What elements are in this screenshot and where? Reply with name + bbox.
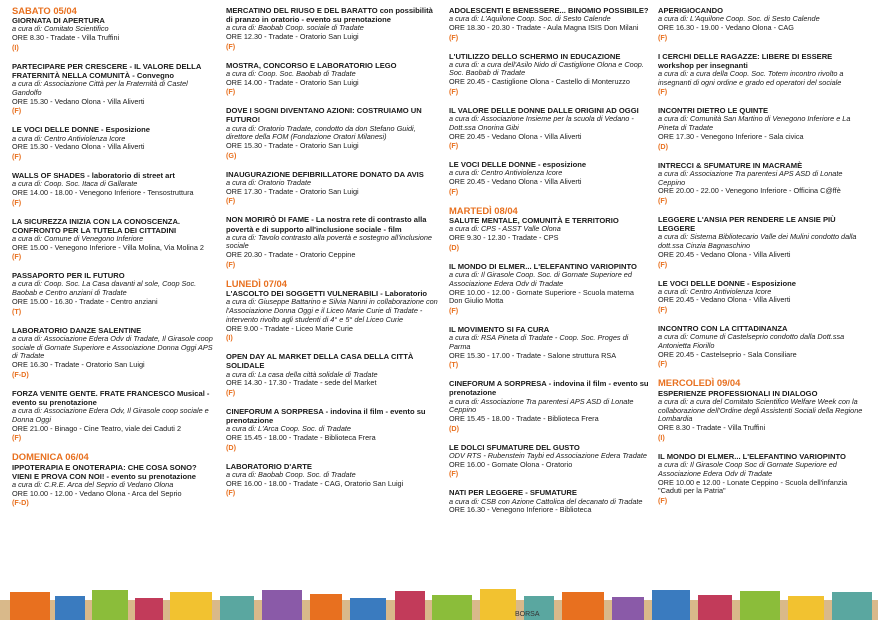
footer-sign: BORSA (515, 611, 540, 618)
event-time-place: ORE 16.30 - 19.00 - Vedano Olona - CAG (658, 22, 794, 32)
event-tag: (F-D) (12, 369, 29, 379)
event-curator: a cura di: Baobab Coop. Soc. di Tradate (226, 469, 356, 479)
event-time-place: ORE 15.00 - 16.30 - Tradate - Centro anziani (12, 296, 158, 306)
event-tag: (F) (226, 259, 236, 269)
event-time-place: ORE 20.45 - Castelseprio - Sala Consiliare (658, 349, 797, 359)
event-time-place: ORE 20.45 - Vedano Olona - Villa Aliverti (449, 131, 582, 141)
event-title: LEGGERE L'ANSIA PER RENDERE LE ANSIE PIÙ LEGGERE (658, 215, 836, 234)
event-curator: a cura di: RSA Pineta di Tradate - Coop. Soc. Proges di Parma (449, 333, 629, 351)
event-curator: a cura di: Associazione Edera Odv, Il Girasole coop sociale e Donna Oggi (12, 406, 209, 424)
event-tag: (F) (12, 433, 22, 443)
event-curator: a cura di: Tavolo contrasto alla povertà e sostegno all'inclusione sociale (226, 232, 432, 251)
event-curator: a cura di: CSB con Azione Cattolica del decanato di Tradate (449, 496, 643, 506)
event-item (658, 452, 868, 505)
event-tag: (F) (658, 259, 668, 269)
event-time-place: ORE 15.30 - Vedano Olona - Villa Aliverti (12, 142, 145, 152)
event-item (12, 171, 215, 207)
event-time-place: ORE 10.00 e 12.00 - Lonate Ceppino - Scuola dell'infanzia "Caduti per la Patria" (658, 477, 848, 496)
day-heading: MARTEDÌ 08/04 (449, 204, 518, 216)
event-curator: a cura di: Coop. Soc. Baobab di Tradate (226, 68, 356, 78)
event-curator: a cura di: Centro Antiviolenza Icore (658, 286, 772, 296)
event-time-place: ORE 17.30 - Venegono Inferiore - Sala civica (658, 131, 804, 141)
event-time-place: ORE 20.00 - 22.00 - Venegono Inferiore - Officina C@ffè (658, 186, 841, 196)
event-time-place: ORE 16.00 - Gornate Olona - Oratorio (449, 459, 573, 469)
event-curator: a cura di: Associazione Edera Odv di Tradate, Il Girasole coop sociale di Gornate Superiore e Associazione Donna Oggi APS di Tradate (12, 333, 213, 361)
event-tag: (F) (658, 196, 668, 206)
event-title: WALLS OF SHADES - laboratorio di street art (12, 171, 175, 181)
event-curator: a cura di: Il Girasole Coop. Soc. di Gornate Superiore ed Associazione Edera Odv di Tradate (449, 270, 632, 288)
event-tag: (F) (658, 496, 668, 506)
event-title: SALUTE MENTALE, COMUNITÀ E TERRITORIO (449, 216, 619, 226)
event-time-place: ORE 14.30 - 17.30 - Tradate - sede del Market (226, 378, 377, 388)
event-title: CINEFORUM A SORPRESA - indovina il film - evento su prenotazione (449, 379, 649, 398)
event-tag: (F) (449, 141, 459, 151)
event-tag: (F) (449, 32, 459, 42)
event-tag: (I) (658, 432, 665, 442)
event-title: OPEN DAY AL MARKET DELLA CASA DELLA CITTÀ SOLIDALE (226, 352, 414, 371)
event-tag: (F) (12, 106, 22, 116)
event-time-place: ORE 18.30 - 20.30 - Tradate - Aula Magna ISIS Don Milani (449, 22, 639, 32)
event-curator: a cura di: Comune di Venegono Inferiore (12, 233, 144, 243)
event-title: CINEFORUM A SORPRESA - indovina il film - evento su prenotazione (226, 407, 426, 426)
event-curator: a cura di: Giuseppe Battarino e Silvia Nanni in collaborazione con l'Associazione Donna Oggi e il Liceo Marie Curie di Tradate - intervento rivolto agli studenti di 4° e 5° del Liceo Curie (226, 297, 438, 324)
event-item (658, 279, 868, 315)
event-tag: (F) (226, 488, 236, 498)
event-tag: (F) (658, 32, 668, 42)
event-item (12, 217, 215, 262)
event-item (658, 215, 868, 268)
event-time-place: ORE 15.30 - Tradate - Oratorio San Luigi (226, 141, 359, 151)
event-item (12, 452, 215, 507)
event-curator: a cura di: L'Aquilone Coop. Soc. di Sesto Calende (658, 14, 820, 24)
event-curator: a cura di: Centro Antiviolenza Icore (449, 168, 563, 178)
event-time-place: ORE 16.00 - 18.00 - Tradate - CAG, Oratorio San Luigi (226, 478, 404, 488)
event-curator: a cura di: Comune di Castelseprio condotto dalla Dott.ssa Antonietta Fiorillo (658, 332, 845, 350)
event-tag: (D) (449, 423, 459, 433)
event-curator: a cura di: Centro Antiviolenza Icore (12, 133, 126, 143)
event-tag: (F) (658, 87, 668, 97)
event-time-place: ORE 10.00 - 12.00 - Gornate Superiore - Scuola materna Don Giulio Motta (449, 287, 634, 306)
event-title: NATI PER LEGGERE - SFUMATURE (449, 488, 577, 498)
event-title: ESPERIENZE PROFESSIONALI IN DIALOGO (658, 388, 818, 398)
event-time-place: ORE 20.30 - Tradate - Oratorio Ceppine (226, 250, 356, 260)
footer-illustration (0, 586, 878, 620)
event-title: FORZA VENITE GENTE. FRATE FRANCESCO Musical - evento su prenotazione (12, 388, 210, 407)
event-title: LE VOCI DELLE DONNE - esposizione (449, 160, 587, 170)
day-heading: SABATO 05/04 (12, 5, 77, 16)
event-curator: a cura di: a cura dell'Asilo Nido di Castiglione Olona e Coop. Soc. Baobab di Tradate (449, 59, 644, 78)
event-tag: (F) (226, 87, 236, 97)
event-time-place: ORE 15.45 - 18.00 - Tradate - Biblioteca Frera (226, 433, 376, 443)
event-title: LA SICUREZZA INIZIA CON LA CONOSCENZA. CONFRONTO PER LA TUTELA DEI CITTADINI (12, 216, 181, 235)
event-tag: (T) (12, 306, 22, 316)
event-curator: a cura di: Associazione Insieme per la scuola di Vedano - Dott.ssa Onorina Gibi (449, 114, 634, 132)
event-time-place: ORE 8.30 - Tradate - Villa Truffini (658, 423, 766, 433)
event-item (12, 62, 215, 115)
event-curator: a cura di: a cura della Coop. Soc. Totem incontro rivolto a insegnanti di ogni ordine e grado ed operatori del sociale (658, 68, 844, 87)
event-curator: a cura di: L'Arca Coop. Soc. di Tradate (226, 424, 351, 434)
event-item (658, 324, 868, 368)
event-curator: a cura di: Oratorio Tradate (226, 177, 312, 187)
event-title: LABORATORIO DANZE SALENTINE (12, 325, 142, 335)
event-item (226, 6, 438, 51)
event-curator: a cura di: La casa della città solidale di Tradate (226, 369, 378, 379)
event-tag: (D) (658, 141, 668, 151)
event-title: INAUGURAZIONE DEFIBRILLATORE DONATO DA AVIS (226, 169, 424, 179)
event-item (658, 106, 868, 150)
event-tag: (T) (449, 360, 459, 370)
event-tag: (F) (658, 359, 668, 369)
event-curator: a cura di: Associazione Città per la Fraternità di Castel Gandolfo (12, 79, 188, 97)
event-item (226, 352, 438, 397)
day-heading: DOMENICA 06/04 (12, 451, 89, 463)
puzzle-figures (10, 589, 872, 620)
event-time-place: ORE 14.00 - 18.00 - Venegono Inferiore - Tensostruttura (12, 187, 194, 197)
event-item (449, 379, 649, 432)
event-time-place: ORE 14.00 - Tradate - Oratorio San Luigi (226, 77, 359, 87)
event-title: MERCATINO DEL RIUSO E DEL BARATTO con possibilità di pranzo in oratorio - evento su prenotazione (226, 6, 433, 25)
event-curator: a cura di: Il Girasole Coop Soc di Gornate Superiore ed Associazione Edera Odv di Tradate (658, 460, 837, 478)
event-time-place: ORE 17.30 - Tradate - Oratorio San Luigi (226, 186, 359, 196)
column-4 (658, 6, 868, 515)
event-tag: (D) (449, 242, 459, 252)
event-tag: (F) (226, 388, 236, 398)
event-title: ADOLESCENTI E BENESSERE... BINOMIO POSSIBILE? (449, 6, 649, 15)
event-time-place: ORE 20.45 - Castiglione Olona - Castello di Monteruzzo (449, 77, 630, 87)
event-curator: a cura di: Coop. Soc. Itaca di Gallarate (12, 179, 138, 189)
event-title: IL MOVIMENTO SI FA CURA (449, 325, 550, 334)
event-time-place: ORE 15.00 - Venegono Inferiore - Villa Molina, Via Molina 2 (12, 242, 204, 252)
event-time-place: ORE 10.00 - 12.00 - Vedano Olona - Arca del Seprio (12, 488, 182, 498)
event-curator: a cura di: Baobab Coop. sociale di Tradate (226, 23, 364, 33)
event-time-place: ORE 15.45 - 18.00 - Tradate - Biblioteca Frera (449, 414, 599, 424)
event-title: MOSTRA, CONCORSO E LABORATORIO LEGO (226, 60, 397, 70)
event-time-place: ORE 15.30 - 17.00 - Tradate - Salone struttura RSA (449, 350, 617, 360)
event-item (449, 443, 649, 479)
event-title: GIORNATA DI APERTURA (12, 16, 105, 26)
event-title: I CERCHI DELLE RAGAZZE: LIBERE DI ESSERE workshop per insegnanti (658, 51, 833, 70)
column-2 (226, 6, 438, 507)
event-time-place: ORE 16.30 - Venegono Inferiore - Biblioteca (449, 505, 592, 515)
event-item (226, 170, 438, 206)
event-time-place: ORE 21.00 - Binago - Cine Teatro, viale dei Caduti 2 (12, 423, 182, 433)
event-item (658, 161, 868, 205)
event-title: LABORATORIO D'ARTE (226, 461, 312, 471)
event-item (658, 52, 868, 97)
event-time-place: ORE 9.30 - 12.30 - Tradate - CPS (449, 233, 559, 243)
event-title: IPPOTERAPIA E ONOTERAPIA: CHE COSA SONO? VIENI E PROVA CON NOI! - evento su prenotazione (12, 462, 197, 481)
event-time-place: ORE 16.30 - Tradate - Oratorio San Luigi (12, 360, 145, 370)
day-heading: LUNEDÌ 07/04 (226, 277, 287, 289)
event-tag: (F) (12, 197, 22, 207)
event-curator: a cura di: C.R.E. Arca del Seprio di Vedano Olona (12, 479, 174, 489)
event-tag: (F) (12, 252, 22, 262)
event-curator: a cura di: Associazione Tra parentesi APS ASD di Lonate Ceppino (449, 396, 634, 415)
event-item (226, 407, 438, 452)
event-time-place: ORE 12.30 - Tradate - Oratorio San Luigi (226, 31, 359, 41)
event-item (449, 52, 649, 96)
event-tag: (I) (226, 333, 233, 343)
event-item (226, 61, 438, 97)
event-curator: a cura di: a cura del Comitato Scientifico Welfare Week con la collaborazione dell'Ordine degli Assistenti Sociali della Regione Lombardia (658, 396, 863, 424)
column-1 (12, 6, 215, 517)
event-item (12, 6, 215, 52)
event-title: NON MORIRÒ DI FAME - La nostra rete di contrasto alla povertà e di supporto all'inclusione sociale - film (226, 215, 427, 234)
event-item (12, 125, 215, 161)
event-item (449, 106, 649, 150)
event-title: L'ASCOLTO DEI SOGGETTI VULNERABILI - Laboratorio (226, 289, 428, 299)
day-heading: MERCOLEDÌ 09/04 (658, 377, 741, 389)
event-tag: (I) (12, 42, 19, 52)
event-title: INCONTRI DIETRO LE QUINTE (658, 106, 769, 116)
event-curator: a cura di: CPS - ASST Valle Olona (449, 224, 561, 234)
event-tag: (F) (449, 186, 459, 196)
event-item (226, 106, 438, 159)
event-title: IL MONDO DI ELMER... L'ELEFANTINO VARIOPINTO (658, 451, 846, 461)
event-tag: (D) (226, 442, 236, 452)
event-tag: (F) (226, 196, 236, 206)
event-item (226, 462, 438, 498)
event-title: PARTECIPARE PER CRESCERE - IL VALORE DELLA FRATERNITÀ NELLA COMUNITÀ - Convegno (12, 61, 202, 81)
event-tag: (F) (449, 306, 459, 315)
event-title: INTRECCI & SFUMATURE IN MACRAMÈ (658, 160, 803, 170)
event-curator: a cura di: Comitato Scientifico (12, 24, 109, 34)
event-time-place: ORE 20.45 - Vedano Olona - Villa Aliverti (449, 177, 582, 187)
event-title: LE VOCI DELLE DONNE - Esposizione (12, 125, 150, 135)
event-curator: a cura di: Coop. Soc. La Casa davanti al sole, Coop Soc. Baobab e Centro anziani di Tradate (12, 279, 197, 298)
event-tag: (F) (658, 305, 668, 315)
event-tag: (F) (12, 152, 22, 162)
event-time-place: ORE 20.45 - Vedano Olona - Villa Aliverti (658, 295, 791, 305)
event-item (658, 378, 868, 441)
event-curator: a cura di: Associazione Tra parentesi APS ASD di Lonate Ceppino (658, 168, 843, 187)
event-item (449, 160, 649, 196)
event-item (449, 206, 649, 252)
event-item (658, 6, 868, 42)
event-curator: ODV RTS - Rubenstein Taybi ed Associazione Edera Tradate (449, 450, 647, 460)
event-title: DOVE I SOGNI DIVENTANO AZIONI: COSTRUIAMO UN FUTURO! (226, 106, 422, 125)
event-curator: a cura di: L'Aquilone Coop. Soc. di Sesto Calende (449, 14, 611, 24)
column-3 (449, 6, 649, 525)
event-time-place: ORE 15.30 - Vedano Olona - Villa Aliverti (12, 96, 145, 106)
event-title: IL MONDO DI ELMER... L'ELEFANTINO VARIOPINTO (449, 261, 637, 271)
event-tag: (F) (449, 469, 459, 479)
event-item (449, 325, 649, 369)
event-tag: (F) (449, 86, 459, 96)
event-title: APERIGIOCANDO (658, 6, 723, 15)
event-item (449, 6, 649, 42)
event-curator: a cura di: Oratorio Tradate, condotto da don Stefano Guidi, direttore della FOM (Fondazione Oratori Milanesi) (226, 123, 416, 142)
event-title: IL VALORE DELLE DONNE DALLE ORIGINI AD OGGI (449, 105, 639, 115)
event-tag: (G) (226, 150, 237, 160)
event-title: L'UTILIZZO DELLO SCHERMO IN EDUCAZIONE (449, 51, 621, 61)
event-time-place: ORE 8.30 - Tradate - Villa Truffini (12, 33, 120, 43)
event-curator: a cura di: Sistema Bibliotecario Valle dei Mulini condotto dalla dott.ssa Cinzia Bagnaschino (658, 232, 857, 251)
event-item (226, 215, 438, 268)
event-item (226, 279, 438, 342)
event-tag: (F-D) (12, 498, 29, 508)
event-item (449, 262, 649, 315)
event-item (12, 271, 215, 315)
event-title: LE DOLCI SFUMATURE DEL GUSTO (449, 442, 580, 452)
event-curator: a cura di: Comunità San Martino di Venegono Inferiore e La Pineta di Tradate (658, 114, 851, 133)
event-item (12, 326, 215, 379)
event-title: PASSAPORTO PER IL FUTURO (12, 271, 125, 281)
event-time-place: ORE 20.45 - Vedano Olona - Villa Aliverti (658, 249, 791, 259)
event-tag: (F) (226, 41, 236, 51)
event-item (12, 389, 215, 442)
event-title: INCONTRO CON LA CITTADINANZA (658, 324, 788, 334)
event-time-place: ORE 9.00 - Tradate - Liceo Marie Curie (226, 323, 353, 333)
event-item (449, 488, 649, 515)
event-title: LE VOCI DELLE DONNE - Esposizione (658, 278, 796, 288)
